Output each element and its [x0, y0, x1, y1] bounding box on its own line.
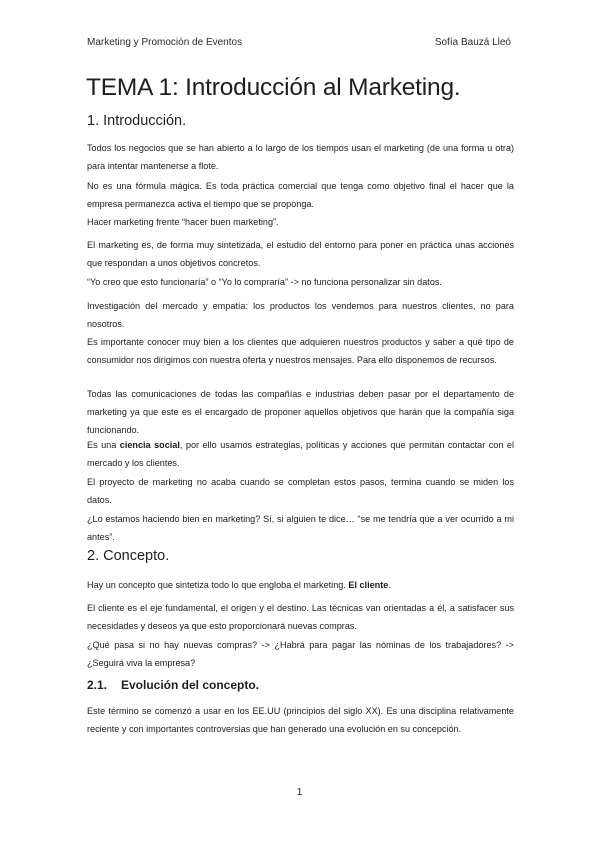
- subsection-heading: [87, 678, 259, 692]
- header-author: Sofía Bauzá Lleó: [434, 37, 511, 48]
- page-title: TEMA 1: Introducción al Marketing.: [86, 74, 461, 101]
- paragraph: Este término se comenzó a usar en los EE.UU (principios del siglo XX). Es una disciplina relativamente reciente y con importantes controversias que han generado una evolución en su concepción.: [87, 706, 514, 734]
- paragraph: ¿Qué pasa si no hay nuevas compras? -> ¿Habrá para pagar las nóminas de los trabajadores? -> ¿Seguirá viva la empresa?: [87, 640, 514, 668]
- emphasis-el-cliente: El cliente: [348, 580, 389, 590]
- paragraph: El cliente es el eje fundamental, el origen y el destino. Las técnicas van orientadas a él, a satisfacer sus necesidades y deseos ya que esto proporcionará nuevas compras.: [87, 603, 514, 631]
- paragraph: Hacer marketing frente “hacer buen marketing”.: [87, 217, 279, 227]
- paragraph: [87, 436, 514, 472]
- section-heading-introduccion: 1. Introducción.: [87, 113, 187, 129]
- emphasis-ciencia-social: ciencia social: [119, 440, 180, 450]
- paragraph-text: Es una: [87, 440, 120, 450]
- paragraph-text: Hay un concepto que sintetiza todo lo que engloba el marketing.: [87, 580, 349, 590]
- paragraph: Todas las comunicaciones de todas las compañías e industrias deben pasar por el departamento de marketing ya que este es el encargado de proponer aquellos objetivos que harán que la compañía siga funcionando.: [87, 389, 514, 435]
- paragraph: No es una fórmula mágica. Es toda práctica comercial que tenga como objetivo final el hacer que la empresa permanezca activa el tiempo que se proponga.: [87, 181, 514, 209]
- section-heading-concepto: 2. Concepto.: [87, 548, 170, 564]
- paragraph: El marketing es, de forma muy sintetizada, el estudio del entorno para poner en práctica unas acciones que respondan a unos objetivos concretos.: [87, 240, 514, 268]
- subsection-number: 2.1.: [87, 678, 108, 692]
- paragraph: Todos los negocios que se han abierto a lo largo de los tiempos usan el marketing (de una forma u otra) para intentar mantenerse a flote.: [87, 143, 514, 171]
- paragraph: ¿Lo estamos haciendo bien en marketing? Sí, si alguien te dice… “se me tendría que a ver ocurrido a mi antes”.: [87, 514, 514, 542]
- subsection-title: Evolución del concepto.: [121, 678, 260, 692]
- paragraph: Investigación del mercado y empatía: los productos los vendemos para nuestros clientes, no para nosotros.: [87, 301, 514, 329]
- page-number: 1: [296, 787, 303, 798]
- header-course-title: Marketing y Promoción de Eventos: [87, 37, 243, 48]
- paragraph-text: , por ello usamos estrategias, políticas y acciones que permitan contactar con el mercado y los clientes.: [87, 440, 514, 468]
- paragraph: [87, 576, 514, 594]
- paragraph: Es importante conocer muy bien a los clientes que adquieren nuestros productos y saber a qué tipo de consumidor nos dirigimos con nuestra oferta y nuestros mensajes. Para ello disponemos de recursos.: [87, 337, 514, 365]
- paragraph-text: .: [388, 580, 391, 590]
- paragraph: El proyecto de marketing no acaba cuando se completan estos pasos, termina cuando se miden los datos.: [87, 477, 514, 505]
- paragraph: “Yo creo que esto funcionaría” o “Yo lo compraría” -> no funciona personalizar sin datos.: [87, 277, 442, 287]
